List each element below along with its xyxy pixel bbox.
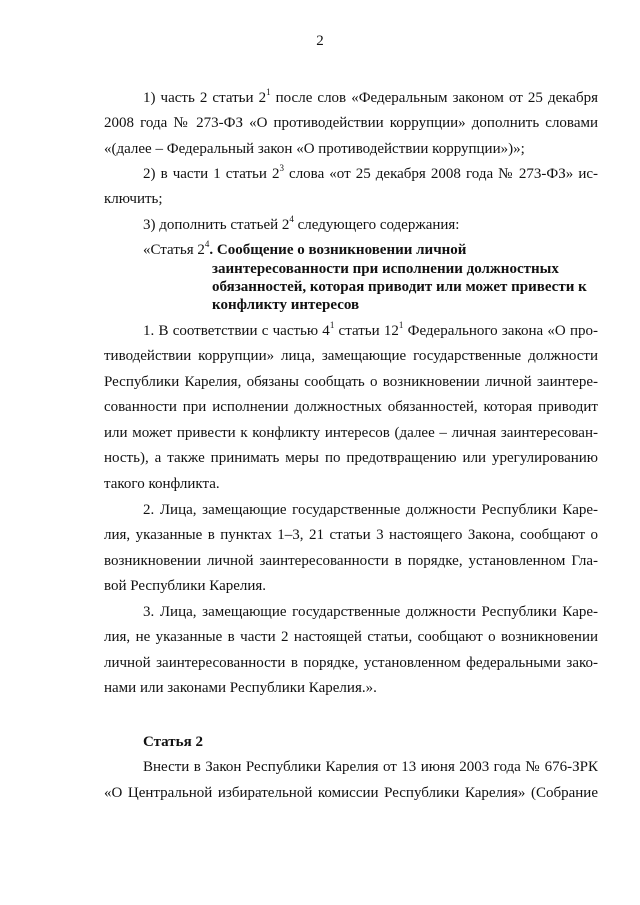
new-article-heading-line2: заинтересованности при исполнении должностных bbox=[212, 261, 559, 277]
article2-heading: Статья 2 bbox=[143, 734, 203, 750]
p1-line3: Республики Карелия, обязаны сообщать о возникновении личной заинтере- bbox=[104, 374, 598, 390]
p2-line4: вой Республики Карелия. bbox=[104, 578, 267, 594]
p1-line6: ность), а также принимать меры по предотвращению или урегулированию bbox=[104, 450, 598, 466]
item1-line3: «(далее – Федеральный закон «О противодействии коррупции»)»; bbox=[104, 141, 525, 157]
p3-line2: лия, не указанные в части 2 настоящей статьи, сообщают о возникновении bbox=[104, 629, 598, 645]
p3-line4: нами или законами Республики Карелия.». bbox=[104, 680, 377, 696]
p2-line1: 2. Лица, замещающие государственные должности Республики Каре- bbox=[143, 502, 598, 518]
p2-line3: возникновении личной заинтересованности в порядке, установленном Гла- bbox=[104, 553, 598, 569]
new-article-heading-line1: «Статья $2^4$. Сообщение о возникновении личной bbox=[143, 239, 467, 258]
p1-line2: тиводействии коррупции» лица, замещающие государственные должности bbox=[104, 348, 598, 364]
item2-line1: 2) в части 1 статьи $2^3$ слова «от 25 декабря 2008 года № 273-ФЗ» ис- bbox=[143, 163, 598, 182]
item1-line1: 1) часть 2 статьи $2^1$ после слов «Федеральным законом от 25 декабря bbox=[143, 87, 599, 106]
p1-line5: или может привести к конфликту интересов (далее – личная заинтересован- bbox=[104, 425, 598, 441]
p1-line4: сованности при исполнении должностных обязанностей, которая приводит bbox=[104, 399, 598, 415]
new-article-heading-line3: обязанностей, которая приводит или может привести к bbox=[212, 279, 587, 295]
p3-line3: личной заинтересованности в порядке, установленном федеральными зако- bbox=[104, 655, 598, 671]
item3-line: 3) дополнить статьей $2^4$ следующего содержания: bbox=[143, 214, 460, 233]
new-article-heading-line4: конфликту интересов bbox=[212, 297, 360, 313]
p2-line2: лия, указанные в пунктах 1–3, 21 статьи 3 настоящего Закона, сообщают о bbox=[104, 527, 598, 543]
article2-line2: «О Центральной избирательной комиссии Республики Карелия» (Собрание bbox=[104, 785, 598, 801]
article2-line1: Внести в Закон Республики Карелия от 13 июня 2003 года № 676-ЗРК bbox=[143, 759, 598, 775]
p1-line7: такого конфликта. bbox=[104, 476, 220, 492]
p3-line1: 3. Лица, замещающие государственные должности Республики Каре- bbox=[143, 604, 598, 620]
page-number: 2 bbox=[316, 33, 324, 49]
p1-line1: 1. В соответствии с частью $4^1$ статьи $12^1$ Федерального закона «О про- bbox=[143, 320, 598, 339]
item2-line2: ключить; bbox=[104, 191, 163, 207]
item1-line2: 2008 года № 273-ФЗ «О противодействии коррупции» дополнить словами bbox=[104, 115, 598, 131]
